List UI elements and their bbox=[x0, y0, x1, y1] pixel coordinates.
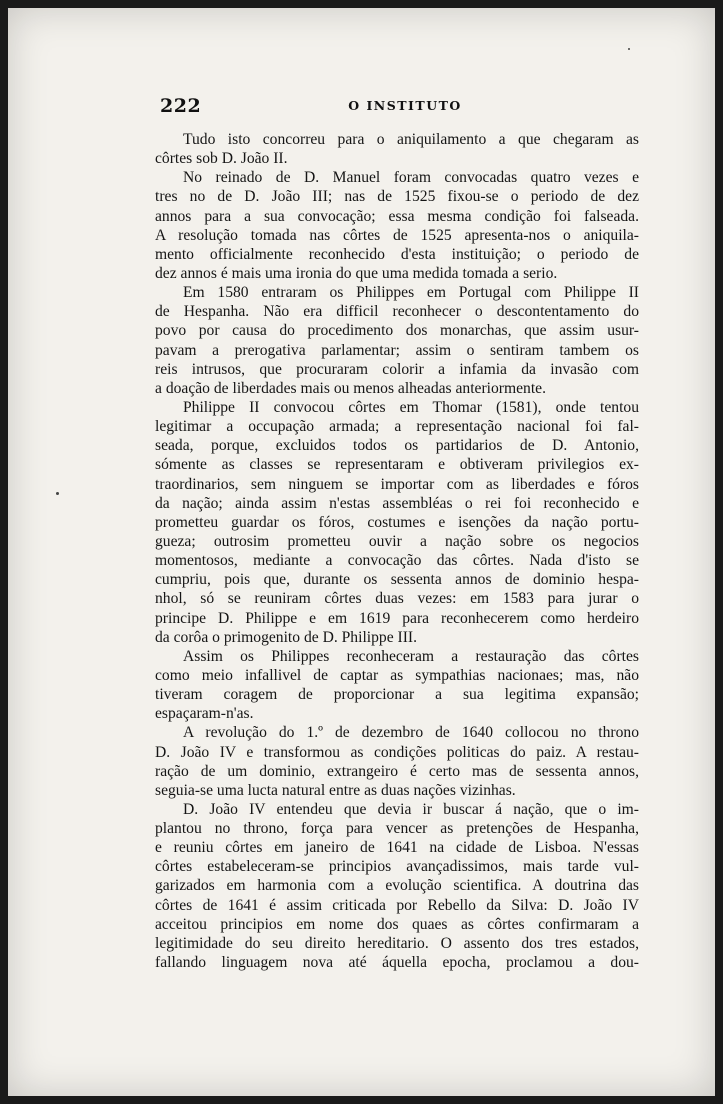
running-title: O INSTITUTO bbox=[348, 98, 462, 113]
text-line: garizados em harmonia com a evolução scientifica. A doutrina das bbox=[155, 877, 639, 895]
text-line: legitimidade do seu direito hereditario. O assento dos tres estados, bbox=[155, 934, 639, 952]
text-line: acceitou principios em nome dos quaes as côrtes confirmaram a bbox=[155, 915, 639, 933]
page-header bbox=[160, 95, 650, 119]
page-number: 222 bbox=[160, 95, 202, 117]
text-line: seada, porque, excluidos todos os partidarios de D. Antonio, bbox=[155, 437, 639, 455]
text-line: Tudo isto concorreu para o aniquilamento a que chegaram as bbox=[183, 131, 639, 148]
text-line: annos para a sua convocação; essa mesma condição foi falseada. bbox=[155, 207, 639, 225]
text-line: da nação; ainda assim n'estas assembléas o rei foi reconhecido e bbox=[155, 494, 639, 512]
text-line: traordinarios, sem ninguem se importar com as liberdades e fóros bbox=[155, 475, 639, 493]
text-line: como meio infallivel de captar as sympathias nacionaes; mas, não bbox=[155, 666, 639, 684]
text-line: povo por causa do procedimento dos monarchas, que assim usur- bbox=[155, 322, 639, 340]
text-line: côrtes de 1641 é assim criticada por Rebello da Silva: D. João IV bbox=[155, 896, 639, 914]
text-line: principe D. Philippe e em 1619 para reconhecerem como herdeiro bbox=[155, 609, 639, 627]
text-line: legitimar a occupação armada; a representação nacional foi fal- bbox=[155, 418, 639, 436]
text-line: tres no de D. João III; nas de 1525 fixou-se o periodo de dez bbox=[155, 188, 639, 206]
text-line: mento officialmente reconhecido d'esta instituição; o periodo de bbox=[155, 245, 639, 263]
text-line: D. João IV e transformou as condições politicas do paiz. A restau- bbox=[155, 743, 639, 761]
text-line: A revolução do 1.º de dezembro de 1640 collocou no throno bbox=[183, 724, 639, 742]
text-line: seguia-se uma lucta natural entre as duas nações vizinhas. bbox=[155, 781, 516, 799]
text-line: prometteu guardar os fóros, costumes e isenções da nação portu- bbox=[155, 513, 639, 531]
text-line: côrtes sob D. João II. bbox=[155, 150, 288, 168]
text-line: Em 1580 entraram os Philippes em Portugal com Philippe II bbox=[183, 284, 639, 302]
text-line: tiveram coragem de proporcionar a sua legitima expansão; bbox=[155, 686, 639, 704]
text-line: D. João IV entendeu que devia ir buscar á nação, que o im- bbox=[183, 800, 639, 818]
text-line: dez annos é mais uma ironia do que uma medida tomada a serio. bbox=[155, 264, 558, 282]
text-line: A resolução tomada nas côrtes de 1525 apresenta-nos o aniquila- bbox=[155, 226, 639, 244]
text-line: sómente as classes se representaram e obtiveram privilegios ex- bbox=[155, 456, 639, 474]
text-line: cumpriu, pois que, durante os sessenta annos de dominio hespa- bbox=[155, 571, 639, 589]
text-line: pavam a prerogativa parlamentar; assim o sentiram tambem os bbox=[155, 341, 639, 359]
text-line: espaçaram-n'as. bbox=[155, 705, 254, 723]
print-speck bbox=[628, 48, 630, 50]
print-speck bbox=[56, 492, 59, 495]
text-line: reis intrusos, que procuraram colorir a infamia da invasão com bbox=[155, 360, 639, 378]
text-line: ração de um dominio, extrangeiro é certo mas de sessenta annos, bbox=[155, 762, 639, 780]
text-line: gueza; outrosim prometteu ouvir a nação sobre os negocios bbox=[155, 532, 639, 550]
text-line: Philippe II convocou côrtes em Thomar (1581), onde tentou bbox=[183, 398, 639, 416]
text-line: fallando linguagem nova até áquella epocha, proclamou a dou- bbox=[155, 954, 639, 972]
text-line: de Hespanha. Não era difficil reconhecer o descontentamento do bbox=[155, 303, 639, 321]
text-line: momentosos, mediante a convocação das côrtes. Nada d'isto se bbox=[155, 552, 639, 570]
text-line: côrtes estabeleceram-se principios avançadissimos, mais tarde vul- bbox=[155, 858, 639, 876]
text-line: Assim os Philippes reconheceram a restauração das côrtes bbox=[183, 647, 639, 665]
text-line: a doação de liberdades mais ou menos alheadas anteriormente. bbox=[155, 379, 546, 397]
body-text bbox=[155, 130, 639, 972]
text-line: e reuniu côrtes em janeiro de 1641 na cidade de Lisboa. N'essas bbox=[155, 839, 639, 857]
text-line: da corôa o primogenito de D. Philippe III. bbox=[155, 628, 417, 646]
text-line: nhol, só se reuniram côrtes duas vezes: em 1583 para jurar o bbox=[155, 590, 639, 608]
text-line: plantou no throno, força para vencer as pretenções de Hespanha, bbox=[155, 820, 639, 838]
text-line: No reinado de D. Manuel foram convocadas quatro vezes e bbox=[183, 169, 639, 187]
